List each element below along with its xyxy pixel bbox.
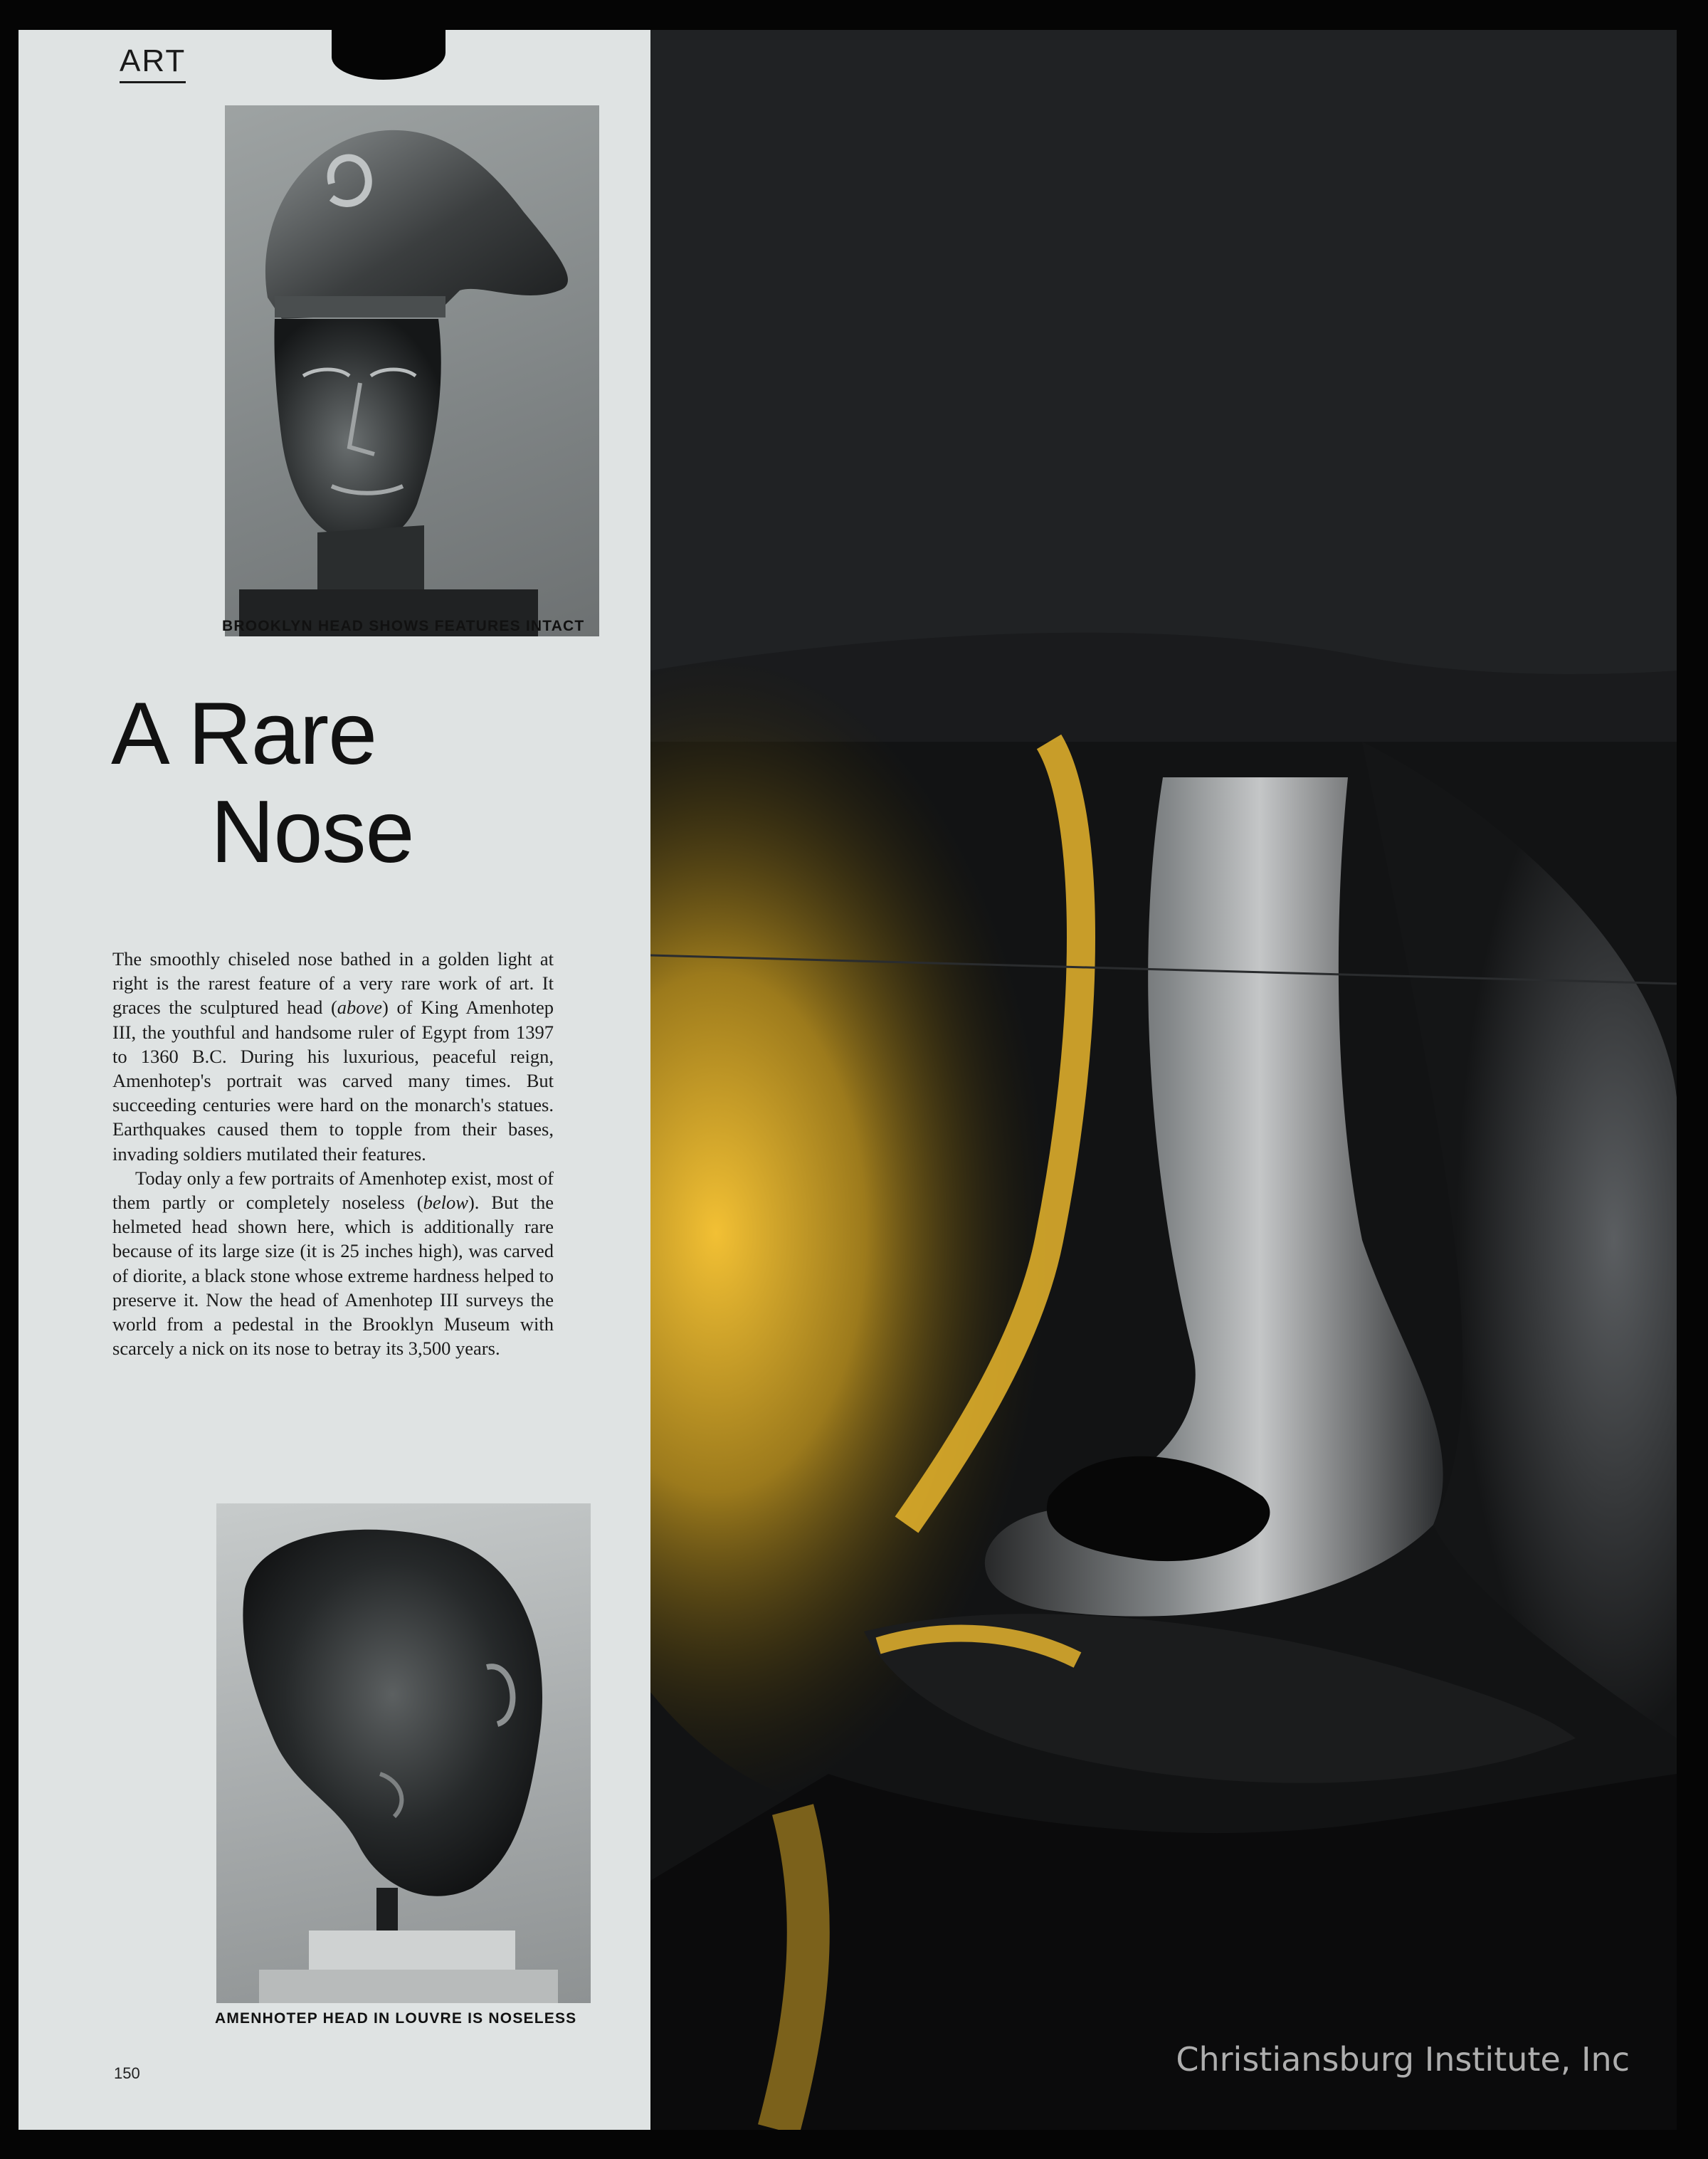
brooklyn-head-photo (225, 105, 599, 636)
page-number: 150 (114, 2064, 140, 2082)
article-body (112, 947, 554, 1360)
headline-line-2: Nose (211, 783, 414, 881)
photo-caption-bottom: AMENHOTEP HEAD IN LOUVRE IS NOSELESS (215, 2010, 577, 2027)
headline (111, 685, 623, 881)
amenhotep-nose-closeup-photo (650, 30, 1677, 2130)
section-label: ART (120, 41, 186, 83)
headline-line-1: A Rare (111, 685, 377, 783)
watermark: Christiansburg Institute, Inc (1176, 2040, 1630, 2079)
paragraph-1: The smoothly chiseled nose bathed in a golden light at right is the rarest feature of a very rare work of art. It graces the sculptured head (above) of King Amenhotep III, the youthful and handsome ruler of Egypt from 1397 to 1360 B.C. During his luxurious, peaceful reign, Amenhotep's portrait was carved many times. But succeeding centuries were hard on the monarch's statues. Earthquakes caused them to topple from their bases, invading soldiers mutilated their features. (112, 948, 554, 1165)
paragraph-2: Today only a few portraits of Amenhotep exist, most of them partly or completely noseless (below). But the helmeted head shown here, which is additionally rare because of its large size (it is 25 inches high), was carved of diorite, a black stone whose extreme hardness helped to preserve it. Now the head of Amenhotep III surveys the world from a pedestal in the Brooklyn Museum with scarcely a nick on its nose to betray its 3,500 years. (112, 1167, 554, 1360)
text-column (19, 30, 650, 2130)
photo-caption-top: BROOKLYN HEAD SHOWS FEATURES INTACT (222, 618, 585, 634)
louvre-head-photo (216, 1503, 591, 2003)
torn-edge (332, 30, 446, 80)
